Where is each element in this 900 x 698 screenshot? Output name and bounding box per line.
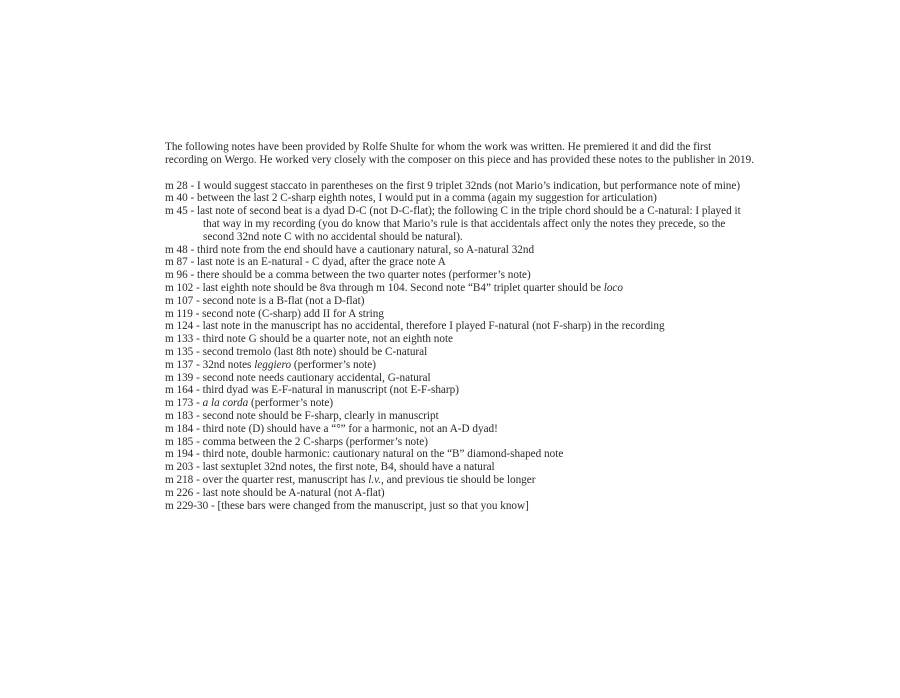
intro-paragraph: The following notes have been provided by Rolfe Shulte for whom the work was written. He premiered it and did the first recording on Wergo. He worked very closely with the composer on this piece and has provided these notes to the publisher in 2019. <box>165 141 754 166</box>
note-m173 <box>165 397 755 410</box>
note-m28: m 28 - I would suggest staccato in parentheses on the first 9 triplet 32nds (not Mario’s indication, but performance note of mine) <box>165 179 741 192</box>
performance-notes-list <box>165 180 755 513</box>
note-m119: m 119 - second note (C-sharp) add II for A string <box>165 307 384 320</box>
note-m164: m 164 - third dyad was E-F-natural in manuscript (not E-F-sharp) <box>165 384 459 397</box>
note-m184: m 184 - third note (D) should have a “°” for a harmonic, not an A-D dyad! <box>165 422 498 435</box>
note-m229-30: m 229-30 - [these bars were changed from the manuscript, just so that you know] <box>165 499 529 512</box>
note-m102 <box>165 282 755 295</box>
note-m173-text: m 173 - <box>165 397 203 410</box>
note-m137-italic: leggiero <box>254 358 292 371</box>
note-m135: m 135 - second tremolo (last 8th note) should be C-natural <box>165 345 428 358</box>
note-m40: m 40 - between the last 2 C-sharp eighth notes, I would put in a comma (again my suggestion for articulation) <box>165 192 657 205</box>
note-m194: m 194 - third note, double harmonic: cautionary natural on the “B” diamond-shaped note <box>165 448 564 461</box>
note-m173-italic: a la corda <box>202 397 249 410</box>
note-m107: m 107 - second note is a B-flat (not a D-flat) <box>165 294 365 307</box>
note-m124: m 124 - last note in the manuscript has no accidental, therefore I played F-natural (not F-sharp) in the recording <box>165 320 665 333</box>
note-m137 <box>165 359 755 372</box>
note-m218 <box>165 474 755 487</box>
note-m48: m 48 - third note from the end should have a cautionary natural, so A-natural 32nd <box>165 243 535 256</box>
document-body <box>165 141 755 512</box>
note-m183: m 183 - second note should be F-sharp, clearly in manuscript <box>165 409 439 422</box>
note-m102-text: m 102 - last eighth note should be 8va through m 104. Second note “B4” triplet quarter should be <box>165 281 604 294</box>
note-m218-after: , and previous tie should be longer <box>381 473 536 486</box>
note-m185: m 185 - comma between the 2 C-sharps (performer’s note) <box>165 435 428 448</box>
note-m203: m 203 - last sextuplet 32nd notes, the first note, B4, should have a natural <box>165 461 495 474</box>
note-m96: m 96 - there should be a comma between the two quarter notes (performer’s note) <box>165 269 531 282</box>
note-m218-text: m 218 - over the quarter rest, manuscript has <box>165 473 369 486</box>
note-m45: m 45 - last note of second beat is a dyad D-C (not D-C-flat); the following C in the triple chord should be a C-natural: I played it that way in my recording (you do know that Mario’s rule is that accidentals affect only the notes they precede, so the second 32nd note C with no accidental should be natural). <box>165 205 741 243</box>
note-m137-text: m 137 - 32nd notes <box>165 358 255 371</box>
note-m218-italic: l.v. <box>368 473 382 486</box>
note-m137-after: (performer’s note) <box>291 358 376 371</box>
note-m87: m 87 - last note is an E-natural - C dyad, after the grace note A <box>165 256 446 269</box>
note-m226: m 226 - last note should be A-natural (not A-flat) <box>165 486 385 499</box>
note-m102-italic: loco <box>603 281 623 294</box>
note-m173-after: (performer’s note) <box>248 397 334 410</box>
note-m133: m 133 - third note G should be a quarter note, not an eighth note <box>165 333 454 346</box>
note-m139: m 139 - second note needs cautionary accidental, G-natural <box>165 371 431 384</box>
